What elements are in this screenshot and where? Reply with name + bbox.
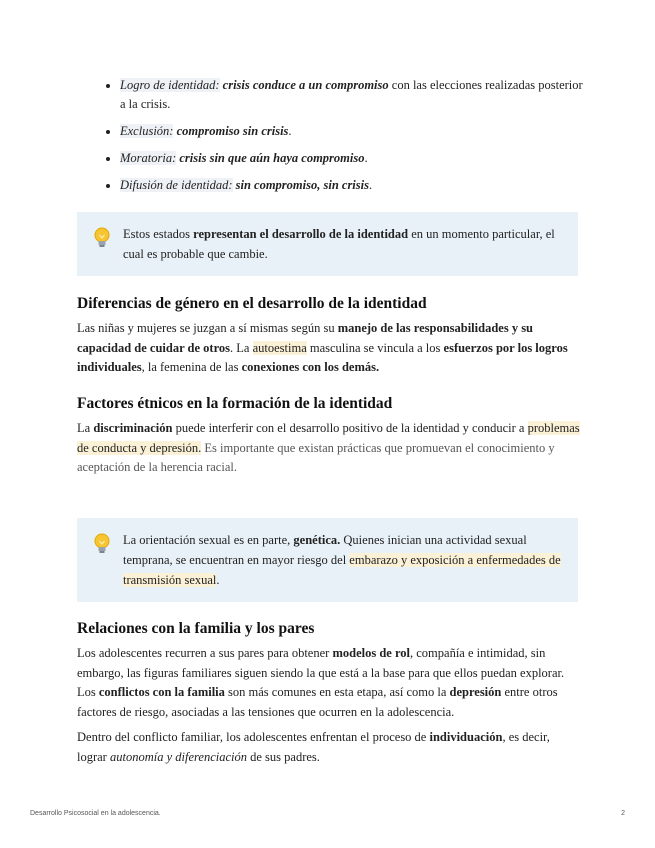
page-number: 2 [621, 810, 625, 817]
term: Exclusión: [120, 124, 174, 138]
list-item [120, 76, 590, 114]
footer-title: Desarrollo Psicosocial en la adolescencia. [30, 810, 161, 817]
item-text: con las elecciones realizadas posterior a la crisis. [120, 78, 583, 111]
callout-text: . [216, 573, 220, 587]
text: Dentro del conflicto familiar, los adolescentes enfrentan el proceso de [77, 730, 430, 744]
text: , la femenina de las [141, 360, 242, 374]
bold-text: crisis conduce a un compromiso [222, 78, 389, 92]
text: masculina se vincula a los [306, 340, 444, 355]
text: . La [230, 340, 253, 355]
section-paragraph [77, 728, 580, 767]
bold-text: conflictos con la familia [98, 685, 225, 699]
term: Logro de identidad: [120, 78, 220, 92]
callout-text: Quienes inician una actividad sexual temprana, se encuentran en mayor riesgo del [123, 533, 527, 567]
callout-text: La orientación sexual es en parte, [123, 533, 294, 547]
term: Difusión de identidad: [120, 178, 233, 192]
callout-bold: genética. [293, 533, 341, 547]
section-paragraph [77, 644, 580, 722]
text: puede interferir con el desarrollo positivo de la identidad y conducir a [172, 421, 528, 435]
bold-text: sin compromiso, sin crisis [235, 178, 369, 192]
highlight-text: embarazo y exposición a enfermedades de transmisión sexual [123, 553, 561, 587]
text: Las niñas y mujeres se juzgan a sí mismas según su [77, 321, 338, 335]
item-text: . [369, 178, 373, 192]
bold-text: manejo de las responsabilidades y su capacidad de cuidar de otros [77, 321, 534, 355]
text: La [77, 421, 94, 435]
bold-text: conexiones con los demás. [241, 360, 380, 374]
callout-text: en un momento particular, el cual es probable que cambie. [123, 227, 555, 261]
section-title: Factores étnicos en la formación de la identidad [77, 395, 393, 412]
bold-text: modelos de rol [332, 646, 410, 660]
text: , compañía e intimidad, sin embargo, las figuras familiares siguen siendo la que está a la base para que ellos puedan explorar. Los [77, 646, 565, 699]
section-paragraph [77, 419, 580, 478]
callout-box [77, 518, 578, 602]
item-text: . [364, 151, 368, 165]
section-title: Relaciones con la familia y los pares [77, 620, 315, 637]
section-title: Diferencias de género en el desarrollo de la identidad [77, 295, 427, 312]
highlight-text: autoestima [252, 340, 307, 355]
bold-text: crisis sin que aún haya compromiso [179, 151, 365, 165]
text: Los adolescentes recurren a sus pares para obtener [77, 646, 333, 660]
bold-text: individuación [429, 730, 503, 744]
lightbulb-icon [91, 226, 113, 250]
term: Moratoria: [120, 151, 177, 165]
list-item [120, 149, 590, 168]
text: entre otros factores de riesgo, asociadas a las tensiones que ocurren en la adolescencia. [77, 685, 558, 719]
bold-text: discriminación [93, 421, 173, 435]
list-item [120, 122, 590, 141]
section-paragraph [77, 319, 580, 378]
callout-box [77, 212, 578, 276]
text: , es decir, lograr [77, 730, 550, 764]
bold-text: depresión [449, 685, 502, 699]
text: de sus padres. [247, 749, 320, 764]
text: son más comunes en esta etapa, así como la [224, 685, 450, 699]
lightbulb-icon [91, 532, 113, 556]
callout-bold: representan el desarrollo de la identidad [193, 227, 409, 241]
callout-text: Estos estados [123, 227, 194, 241]
highlight-text: problemas de conducta y depresión. [77, 421, 580, 455]
bold-text: compromiso sin crisis [176, 124, 289, 138]
identity-status-list [100, 76, 590, 203]
bold-text: esfuerzos por los logros individuales [77, 340, 568, 374]
text: Es importante que existan prácticas que promuevan el conocimiento y aceptación de la herencia racial. [77, 440, 555, 474]
list-item [120, 176, 590, 195]
item-text: . [288, 124, 292, 138]
italic-text: autonomía y diferenciación [109, 749, 247, 764]
